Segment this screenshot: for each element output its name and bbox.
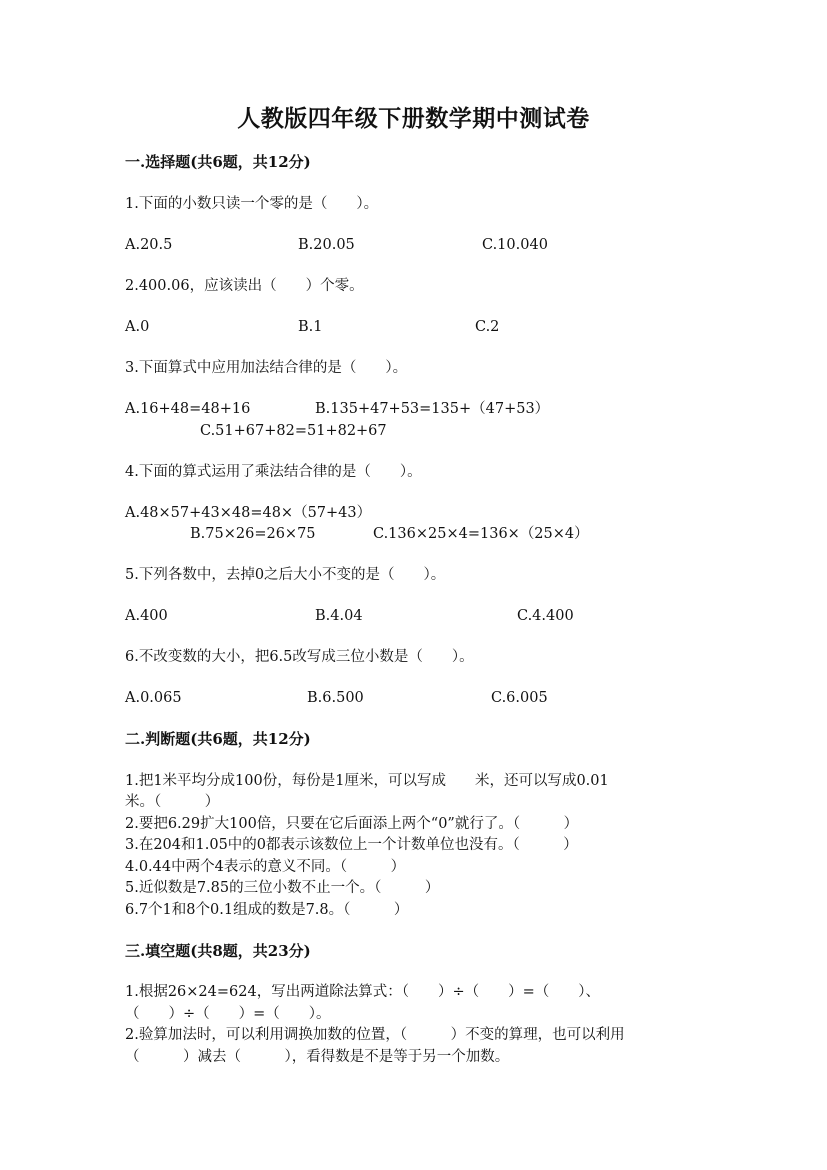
question-stem: 6.不改变数的大小，把6.5改写成三位小数是（ ）。	[125, 649, 474, 665]
judgment-line: 4.0.44中两个4表示的意义不同。（ ）	[125, 859, 406, 875]
judgment-line: 米。（ ）	[125, 794, 220, 810]
question-stem: 1.下面的小数只读一个零的是（ ）。	[125, 196, 379, 212]
judgment-line: 3.在204和1.05中的0都表示该数位上一个计数单位也没有。（ ）	[125, 837, 578, 853]
question-stem: 4.下面的算式运用了乘法结合律的是（ ）。	[125, 464, 422, 480]
option-a: A.48×57+43×48=48×（57+43）	[125, 505, 372, 521]
judgment-line: 2.要把6.29扩大100倍，只要在它后面添上两个“0”就行了。（ ）	[125, 816, 579, 832]
option-b: B.4.04	[315, 608, 363, 624]
option-a: A.0	[125, 319, 150, 335]
option-b: B.6.500	[307, 690, 364, 706]
option-b: B.75×26=26×75	[190, 526, 316, 542]
section-heading-judgment: 二.判断题(共6题，共12分)	[125, 730, 311, 748]
judgment-line: 1.把1米平均分成100份，每份是1厘米，可以写成 米，还可以写成0.01	[125, 773, 609, 789]
page-title: 人教版四年级下册数学期中测试卷	[237, 105, 590, 132]
section-heading-choice: 一.选择题(共6题，共12分)	[125, 153, 311, 171]
section-heading-fill: 三.填空题(共8题，共23分)	[125, 942, 311, 960]
option-c: C.51+67+82=51+82+67	[200, 423, 387, 439]
option-a: A.20.5	[125, 237, 173, 253]
judgment-line: 5.近似数是7.85的三位小数不止一个。（ ）	[125, 880, 440, 896]
fill-line: 2.验算加法时，可以利用调换加数的位置，（ ）不变的算理，也可以利用	[125, 1027, 625, 1043]
option-c: C.2	[475, 319, 500, 335]
option-c: C.136×25×4=136×（25×4）	[373, 526, 589, 542]
option-b: B.1	[298, 319, 323, 335]
question-stem: 3.下面算式中应用加法结合律的是（ ）。	[125, 360, 408, 376]
option-a: A.400	[125, 608, 168, 624]
question-stem: 5.下列各数中，去掉0之后大小不变的是（ ）。	[125, 567, 446, 583]
fill-line: （ ）减去（ ），看得数是不是等于另一个加数。	[125, 1049, 510, 1065]
option-c: C.6.005	[491, 690, 548, 706]
option-c: C.4.400	[517, 608, 574, 624]
option-a: A.0.065	[125, 690, 182, 706]
option-b: B.20.05	[298, 237, 355, 253]
judgment-line: 6.7个1和8个0.1组成的数是7.8。（ ）	[125, 902, 409, 918]
option-b: B.135+47+53=135+（47+53）	[315, 401, 550, 417]
option-a: A.16+48=48+16	[125, 401, 251, 417]
question-stem: 2.400.06，应该读出（ ）个零。	[125, 278, 364, 294]
fill-line: 1.根据26×24=624，写出两道除法算式：（ ）÷（ ）=（ ）、	[125, 984, 601, 1000]
fill-line: （ ）÷（ ）=（ ）。	[125, 1006, 331, 1022]
option-c: C.10.040	[482, 237, 548, 253]
